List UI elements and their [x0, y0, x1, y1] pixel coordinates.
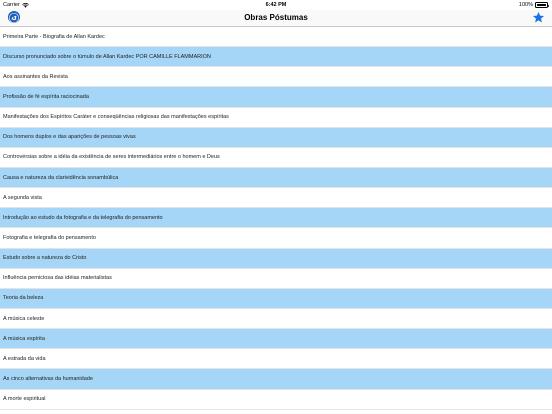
list-item-label: A música celeste	[3, 315, 45, 322]
list-item[interactable]	[0, 309, 552, 329]
list-item-label: Causa e natureza da clarividência sonambúlica	[3, 174, 119, 181]
list-item-label: As cinco alternativas da humanidade	[3, 375, 93, 382]
list-item[interactable]	[0, 269, 552, 289]
navigation-bar	[0, 10, 552, 27]
list-item[interactable]	[0, 168, 552, 188]
list-item-label: Dos homens duplos e das aparições de pessoas vivas	[3, 134, 136, 141]
list-item-label: Primeira Parte - Biografia de Allan Kardec	[3, 33, 105, 40]
list-item-label: Influência perniciosa das idéias materialistas	[3, 275, 112, 282]
list-item[interactable]	[0, 67, 552, 87]
list-item[interactable]	[0, 148, 552, 168]
list-item[interactable]	[0, 208, 552, 228]
list-item-label: A morte espiritual	[3, 396, 46, 403]
star-icon	[532, 11, 545, 24]
list-item[interactable]	[0, 349, 552, 369]
list-item-label: Teoria da beleza	[3, 295, 44, 302]
battery-percent: 100%	[518, 2, 533, 8]
list-item[interactable]	[0, 369, 552, 389]
list-item-label: A estrada da vida	[3, 355, 46, 362]
list-item-label: Aos assinantes da Revista	[3, 73, 68, 80]
list-item-label: Fotografia e telegrafia do pensamento	[3, 234, 96, 241]
status-time: 6:42 PM	[265, 2, 287, 8]
list-item[interactable]	[0, 289, 552, 309]
list-item[interactable]	[0, 228, 552, 248]
list-item[interactable]	[0, 87, 552, 107]
list-item[interactable]	[0, 249, 552, 269]
list-item[interactable]	[0, 108, 552, 128]
list-item[interactable]	[0, 188, 552, 208]
list-item-label: Profissão de fé espírita raciocinada	[3, 93, 89, 100]
list-item-label: Discurso pronunciado sobre o túmulo de Allan Kardec POR CAMILLE FLAMMARION	[3, 53, 211, 60]
list-item-label: Estudo sobre a natureza do Cristo	[3, 255, 87, 262]
list-item-label: Controvérsias sobre a idéia da existência de seres intermediários entre o homem e Deus	[3, 154, 220, 161]
page-title: Obras Póstumas	[244, 13, 308, 22]
list-item-label: A música espírita	[3, 335, 45, 342]
list-item[interactable]	[0, 27, 552, 47]
list-item-label: Manifestações dos Espíritos Caráter e conseqüências religiosas das manifestações espíritas	[3, 114, 229, 121]
favorite-button[interactable]	[532, 11, 545, 24]
list-item[interactable]	[0, 47, 552, 67]
list-item[interactable]	[0, 329, 552, 349]
list-item[interactable]	[0, 128, 552, 148]
chapter-list	[0, 27, 552, 410]
carrier-label: Carrier	[3, 2, 20, 8]
status-bar	[0, 0, 552, 10]
list-item[interactable]	[0, 390, 552, 410]
list-item-label: Introdução ao estudo da fotografia e da telegrafia do pensamento	[3, 214, 163, 221]
battery-icon	[535, 2, 548, 8]
list-item-label: A segunda vista	[3, 194, 42, 201]
battery-indicator	[519, 2, 548, 8]
